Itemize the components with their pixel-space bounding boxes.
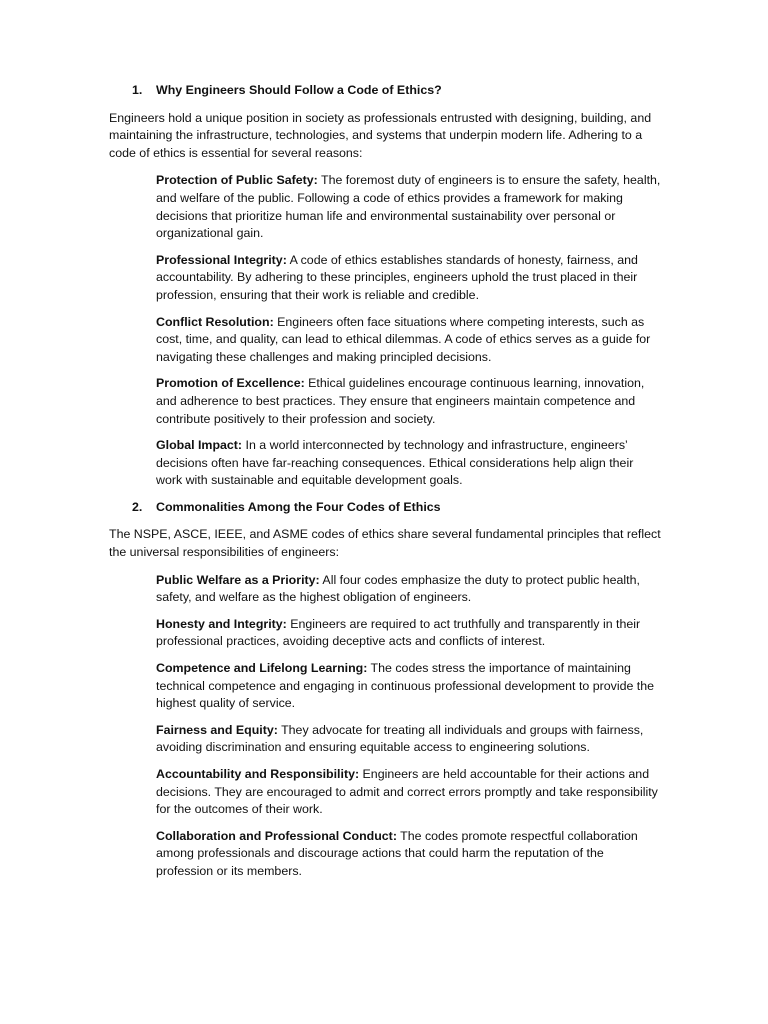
list-item — [156, 252, 661, 305]
item-term: Accountability and Responsibility: — [156, 767, 360, 781]
item-text: Engineers are required to act truthfully and transparently in their professional practices, avoiding deceptive acts and conflicts of interest. — [156, 616, 641, 649]
item-text: The foremost duty of engineers is to ensure the safety, health, and welfare of the public. Following a code of ethics provides a framework for making decisions that prioritize human life and environmental sustainability over personal or organizational gain. — [156, 173, 661, 241]
item-text: Engineers are held accountable for their actions and decisions. They are encouraged to admit and correct errors promptly and take responsibility for the outcomes of their work. — [156, 767, 658, 817]
item-text: In a world interconnected by technology and infrastructure, engineers’ decisions often have far-reaching consequences. Ethical considerations help align their work with sustainable and equitable development goals. — [156, 438, 634, 488]
item-text: Ethical guidelines encourage continuous learning, innovation, and adherence to best practices. They ensure that engineers maintain competence and contribute positively to their profession and society. — [156, 376, 645, 426]
item-term: Competence and Lifelong Learning: — [156, 661, 368, 676]
item-text: All four codes emphasize the duty to protect public health, safety, and welfare as the highest obligation of engineers. — [156, 572, 640, 605]
document-page — [109, 82, 661, 890]
section-title: Why Engineers Should Follow a Code of Ethics? — [156, 83, 442, 97]
item-term: Collaboration and Professional Conduct: — [156, 828, 397, 843]
section-intro: Engineers hold a unique position in society as professionals entrusted with designing, building, and maintaining the infrastructure, technologies, and systems that underpin modern life. Adhering to a code of ethics is essential for several reasons: — [109, 110, 652, 160]
item-text: A code of ethics establishes standards of honesty, fairness, and accountability. By adhering to these principles, engineers uphold the trust placed in their profession, ensuring that their work is reliable and credible. — [156, 252, 638, 302]
list-item — [156, 572, 661, 607]
list-item — [156, 766, 661, 819]
section-number: 2. — [132, 499, 143, 514]
item-text: The codes stress the importance of maintaining technical competence and engaging in continuous professional development to provide the highest quality of service. — [156, 661, 655, 711]
list-item — [156, 660, 661, 713]
list-item — [156, 172, 661, 242]
item-text: Engineers often face situations where competing interests, such as cost, time, and quality, can lead to ethical dilemmas. A code of ethics serves as a guide for navigating these challenges and making principled decisions. — [156, 314, 651, 364]
item-term: Fairness and Equity: — [156, 722, 278, 737]
item-term: Global Impact: — [156, 438, 243, 453]
section-heading — [109, 499, 661, 517]
item-term: Conflict Resolution: — [156, 314, 274, 329]
section-intro: The NSPE, ASCE, IEEE, and ASME codes of ethics share several fundamental principles that reflect the universal responsibilities of engineers: — [109, 527, 661, 560]
section-number: 1. — [132, 83, 143, 97]
list-item — [156, 616, 661, 651]
section-title: Commonalities Among the Four Codes of Ethics — [156, 499, 441, 514]
item-term: Professional Integrity: — [156, 252, 287, 267]
item-term: Protection of Public Safety: — [156, 173, 318, 188]
list-item — [156, 314, 661, 367]
item-term: Public Welfare as a Priority: — [156, 572, 320, 587]
list-item — [156, 722, 661, 757]
item-term: Honesty and Integrity: — [156, 616, 287, 631]
list-item — [156, 828, 661, 881]
list-item — [156, 375, 661, 428]
section-heading — [109, 82, 661, 100]
item-text: The codes promote respectful collaboration among professionals and discourage actions that could harm the reputation of the profession or its members. — [156, 828, 638, 878]
item-term: Promotion of Excellence: — [156, 376, 305, 391]
item-text: They advocate for treating all individuals and groups with fairness, avoiding discrimination and ensuring equitable access to engineering solutions. — [156, 722, 644, 755]
list-item — [156, 437, 661, 490]
